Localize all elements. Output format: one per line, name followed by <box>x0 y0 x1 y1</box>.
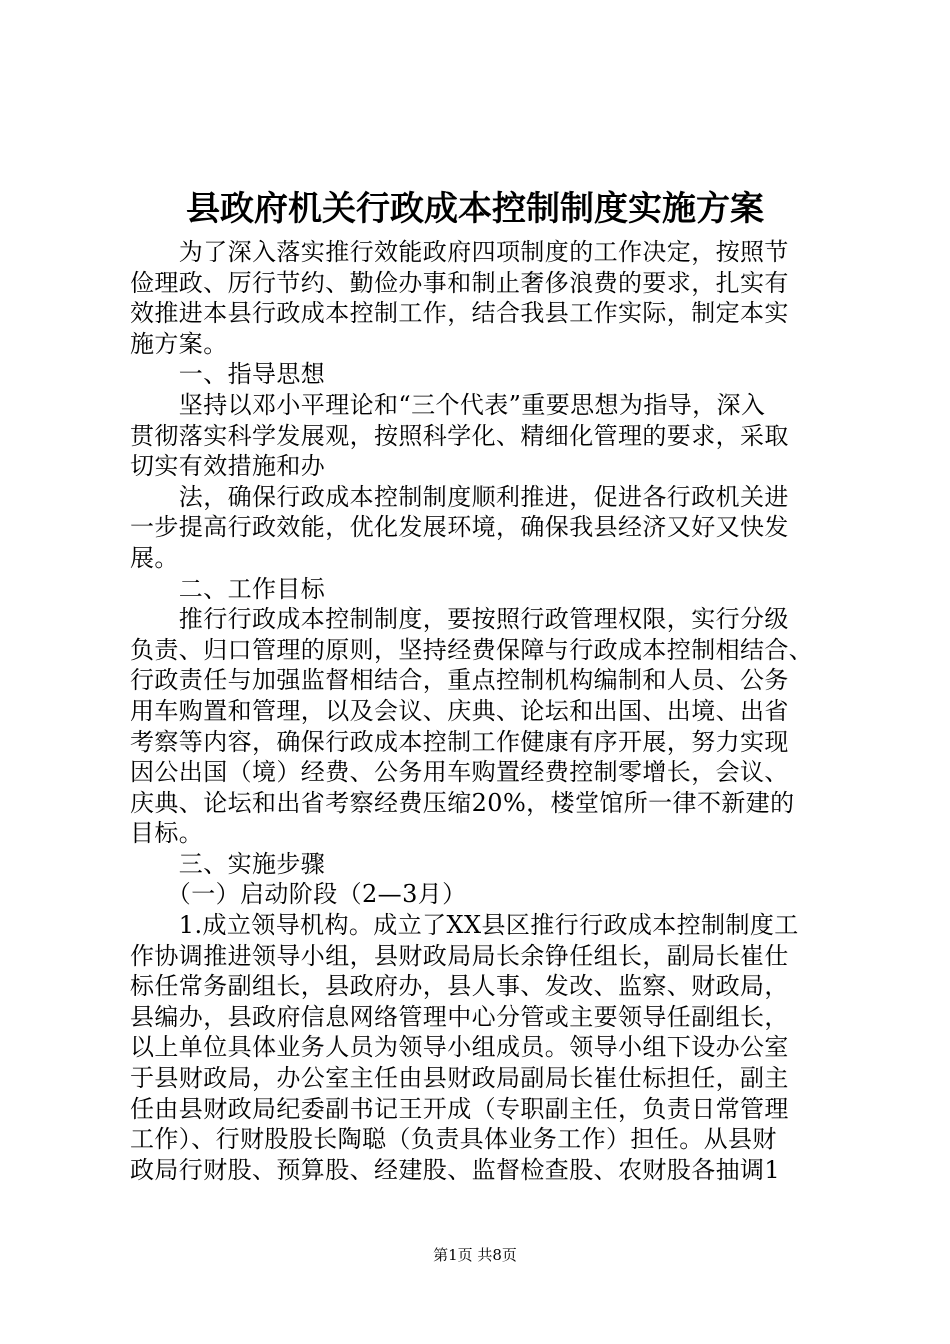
body-line: 1.成立领导机构。成立了XX县区推行行政成本控制制度工 <box>130 911 799 940</box>
page-footer: 第1页 共8页 <box>433 1246 517 1264</box>
body-line: 效推进本县行政成本控制工作，结合我县工作实际，制定本实 <box>130 299 789 328</box>
document-title: 县政府机关行政成本控制制度实施方案 <box>186 189 764 229</box>
section-heading: 二、工作目标 <box>130 574 326 603</box>
body-line: 于县财政局，办公室主任由县财政局副局长崔仕标担任，副主 <box>130 1064 789 1093</box>
body-line: 目标。 <box>130 819 204 848</box>
body-line: 用车购置和管理，以及会议、庆典、论坛和出国、出境、出省 <box>130 696 789 725</box>
body-line: 一步提高行政效能，优化发展环境，确保我县经济又好又快发 <box>130 513 789 542</box>
body-line: 展。 <box>130 543 179 572</box>
subsection-heading: （一）启动阶段（2—3月） <box>130 880 467 909</box>
body-line: 任由县财政局纪委副书记王开成（专职副主任，负责日常管理 <box>130 1094 789 1123</box>
body-line: 推行行政成本控制制度，要按照行政管理权限，实行分级 <box>130 605 789 634</box>
body-line: 负责、归口管理的原则，坚持经费保障与行政成本控制相结合、 <box>130 635 814 664</box>
body-line: 政局行财股、预算股、经建股、监督检查股、农财股各抽调1 <box>130 1155 781 1184</box>
body-line: 考察等内容，确保行政成本控制工作健康有序开展，努力实现 <box>130 727 789 756</box>
body-line: 法，确保行政成本控制制度顺利推进，促进各行政机关进 <box>130 482 789 511</box>
body-line: 为了深入落实推行效能政府四项制度的工作决定，按照节 <box>130 238 789 266</box>
body-line: 贯彻落实科学发展观，按照科学化、精细化管理的要求，采取 <box>130 421 789 450</box>
body-line: 作协调推进领导小组，县财政局局长余铮任组长，副局长崔仕 <box>130 941 789 970</box>
body-line: 俭理政、厉行节约、勤俭办事和制止奢侈浪费的要求，扎实有 <box>130 268 789 297</box>
body-line: 施方案。 <box>130 329 228 358</box>
body-line: 以上单位具体业务人员为领导小组成员。领导小组下设办公室 <box>130 1033 789 1062</box>
body-line: 县编办，县政府信息网络管理中心分管或主要领导任副组长， <box>130 1002 789 1031</box>
body-line: 行政责任与加强监督相结合，重点控制机构编制和人员、公务 <box>130 666 789 695</box>
section-heading: 一、指导思想 <box>130 360 326 389</box>
body-line: 庆典、论坛和出省考察经费压缩20%，楼堂馆所一律不新建的 <box>130 788 795 817</box>
document-body <box>130 237 830 1185</box>
body-line: 工作）、行财股股长陶聪（负责具体业务工作）担任。从县财 <box>130 1125 777 1154</box>
body-line: 切实有效措施和办 <box>130 452 326 481</box>
body-line: 坚持以邓小平理论和“三个代表”重要思想为指导，深入 <box>130 390 766 419</box>
body-line: 因公出国（境）经费、公务用车购置经费控制零增长，会议、 <box>130 758 789 787</box>
section-heading: 三、实施步骤 <box>130 849 326 878</box>
body-line: 标任常务副组长，县政府办，县人事、发改、监察、财政局， <box>130 972 789 1001</box>
